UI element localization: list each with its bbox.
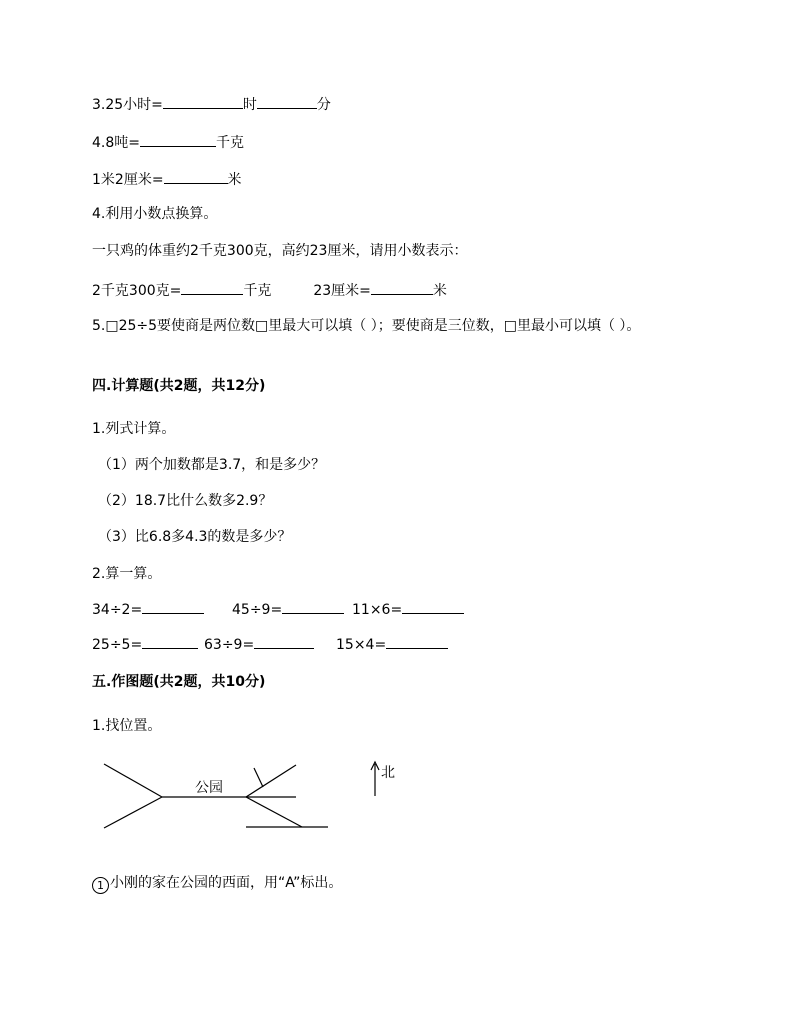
road-line	[254, 768, 263, 787]
road-line	[246, 797, 302, 827]
unit-text: 时	[242, 97, 257, 113]
unit-text: 千克	[216, 135, 244, 151]
question-5: 5.□25÷5要使商是两位数□里最大可以填（ ）；要使商是三位数，□里最小可以填（ ）。	[92, 318, 641, 334]
question-title: 1.找位置。	[92, 718, 162, 734]
section-heading-calc: 四.计算题(共2题，共12分)	[92, 378, 266, 394]
calc-expression: 11×6=	[352, 599, 464, 619]
unit-text: 米	[227, 172, 242, 188]
calc-expression: 34÷2=	[92, 599, 204, 619]
unit-text: 分	[316, 97, 331, 113]
calc-expression: 15×4=	[336, 634, 448, 654]
question-text: 23厘米=	[313, 283, 371, 299]
calc-expression: 63÷9=	[204, 634, 314, 654]
unit-text: 米	[432, 283, 447, 299]
unit-text: 千克	[243, 283, 272, 299]
question-title: 1.列式计算。	[92, 421, 176, 437]
section-heading-draw: 五.作图题(共2题，共10分)	[92, 674, 266, 690]
question-text: 小刚的家在公园的西面，用“A”标出。	[110, 875, 343, 891]
calc-expression: 25÷5=	[92, 634, 198, 654]
calc-item: （1）两个加数都是3.7，和是多少？	[98, 457, 326, 473]
calc-expression: 45÷9=	[232, 599, 344, 619]
question-text: 2千克300克=	[92, 283, 182, 299]
question-text: 4.8吨=	[92, 135, 140, 151]
road-line	[246, 765, 296, 797]
calc-item: （3）比6.8多4.3的数是多少？	[98, 529, 292, 545]
calc-item: （2）18.7比什么数多2.9？	[98, 493, 273, 509]
road-line	[104, 797, 162, 828]
circled-number: 1	[92, 877, 109, 894]
road-line	[104, 764, 162, 797]
question-title: 2.算一算。	[92, 566, 162, 582]
question-description: 一只鸡的体重约2千克300克，高约23厘米，请用小数表示：	[92, 243, 468, 259]
question-text: 1米2厘米=	[92, 172, 164, 188]
draw-question-1	[92, 874, 342, 894]
question-title: 4.利用小数点换算。	[92, 206, 218, 222]
map-label-north: 北	[381, 765, 395, 781]
map-label-park: 公园	[195, 780, 223, 796]
question-text: 3.25小时=	[92, 97, 163, 113]
